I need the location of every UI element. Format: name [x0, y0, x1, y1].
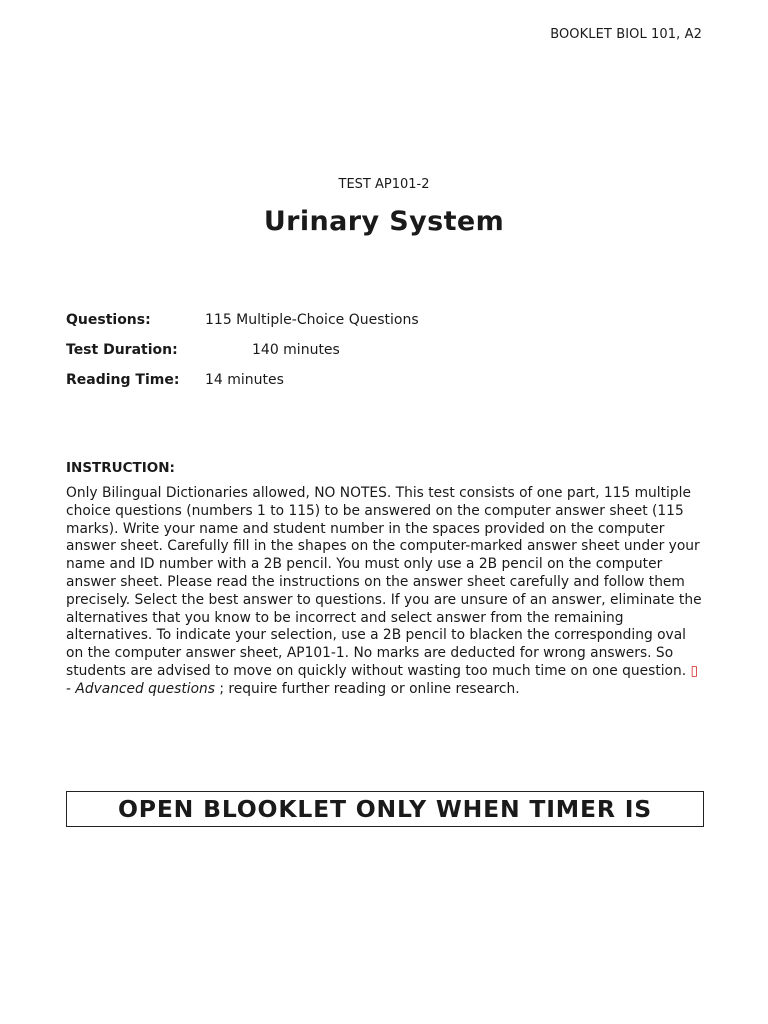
instruction-heading: INSTRUCTION: — [66, 460, 175, 476]
open-booklet-banner — [66, 791, 704, 827]
questions-label: Questions: — [66, 312, 151, 328]
instruction-paragraph — [66, 485, 706, 699]
advanced-separator: - — [66, 680, 76, 697]
questions-value: 115 Multiple-Choice Questions — [205, 312, 419, 328]
advanced-questions-note: ; require further reading or online research. — [214, 680, 520, 697]
page-title: Urinary System — [263, 206, 505, 237]
duration-label: Test Duration: — [66, 342, 178, 358]
banner-text: OPEN BLOOKLET ONLY WHEN TIMER IS — [118, 795, 652, 823]
test-code: TEST AP101-2 — [338, 177, 430, 192]
reading-time-label: Reading Time: — [66, 372, 180, 388]
advanced-questions-label: Advanced questions — [75, 680, 215, 697]
advanced-question-icon: ▯ — [690, 662, 699, 679]
instruction-text: Only Bilingual Dictionaries allowed, NO NOTES. This test consists of one part, 115 multiple choice questions (numbers 1 to 115) to be answered on the computer answer sheet (115 marks). Write your name and student number in the spaces provided on the computer answer sheet. Carefully fill in the shapes on the computer-marked answer sheet under your name and ID number with a 2B pencil. You must only use a 2B pencil on the computer answer sheet. Please read the instructions on the answer sheet carefully and follow them precisely. Select the best answer to questions. If you are unsure of an answer, eliminate the alternatives that you know to be incorrect and select answer from the remaining alternatives. To indicate your selection, use a 2B pencil to blacken the corresponding oval on the computer answer sheet, AP101-1. No marks are deducted for wrong answers. So students are advised to move on quickly without wasting too much time on one question. — [66, 485, 702, 679]
duration-value: 140 minutes — [252, 342, 340, 358]
reading-time-value: 14 minutes — [205, 372, 284, 388]
booklet-reference: BOOKLET BIOL 101, A2 — [550, 27, 702, 42]
